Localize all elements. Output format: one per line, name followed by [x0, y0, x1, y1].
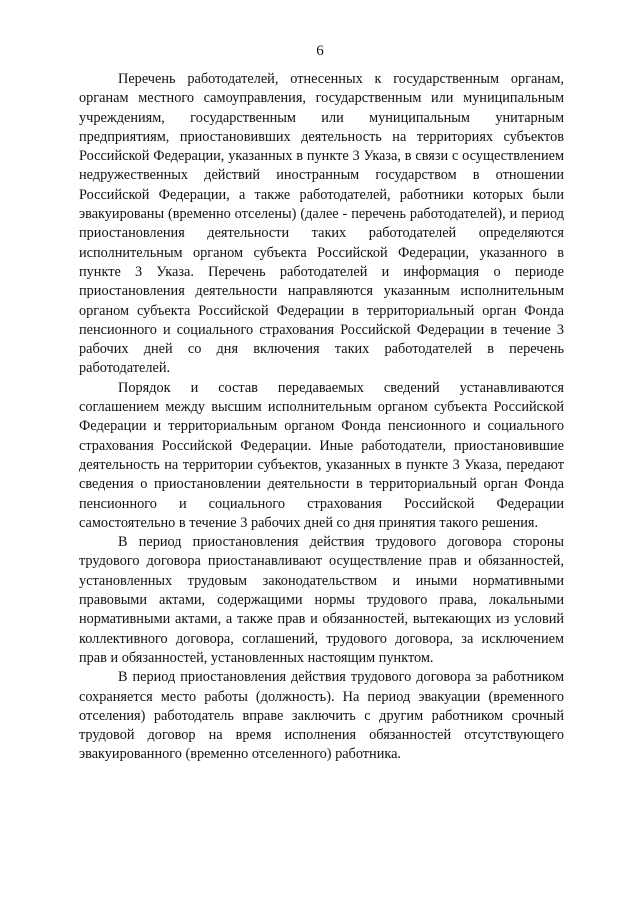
paragraph-data-transfer: Порядок и состав передаваемых сведений устанавливаются соглашением между высшим исполнительным органом субъекта Российской Федерации и территориальным органом Фонда пенсионного и социального страхования Российской Федерации. Иные работодатели, приостановившие деятельность на территории субъектов, указанных в пункте 3 Указа, передают сведения о приостановлении деятельности в территориальный орган Фонда пенсионного и социального страхования Российской Федерации самостоятельно в течение 3 рабочих дней со дня принятия такого решения.: [79, 379, 564, 531]
paragraph-employers-list: Перечень работодателей, отнесенных к государственным органам, органам местного самоуправления, государственным или муниципальным учреждениям, государственным или муниципальным унитарным предприятиям, приостановивших деятельность на территориях субъектов Российской Федерации, указанных в пункте 3 Указа, в связи с осуществлением недружественных действий иностранным государством в отношении Российской Федерации, а также работодателей, работники которых были эвакуированы (временно отселены) (далее - перечень работодателей), и период приостановления деятельности таких работодателей определяются исполнительным органом субъекта Российской Федерации, указанного в пункте 3 Указа. Перечень работодателей и информация о периоде приостановления деятельности направляются указанным исполнительным органом субъекта Российской Федерации в территориальный орган Фонда пенсионного и социального страхования Российской Федерации в течение 3 рабочих дней со дня включения таких работодателей в перечень работодателей.: [79, 71, 564, 377]
document-body: [79, 70, 564, 765]
paragraph-contract-suspension: В период приостановления действия трудового договора стороны трудового договора приостанавливают осуществление прав и обязанностей, установленных трудовым законодательством и иными нормативными правовыми актами, содержащими нормы трудового права, локальными нормативными актами, а также прав и обязанностей, вытекающих из условий коллективного договора, соглашений, трудового договора, за исключением прав и обязанностей, установленных настоящим пунктом.: [79, 534, 564, 666]
paragraph-workplace-retention: В период приостановления действия трудового договора за работником сохраняется место работы (должность). На период эвакуации (временного отселения) работодатель вправе заключить с другим работником срочный трудовой договор на время исполнения обязанностей отсутствующего эвакуированного (временно отселенного) работника.: [79, 669, 564, 763]
page-number: 6: [316, 43, 324, 59]
